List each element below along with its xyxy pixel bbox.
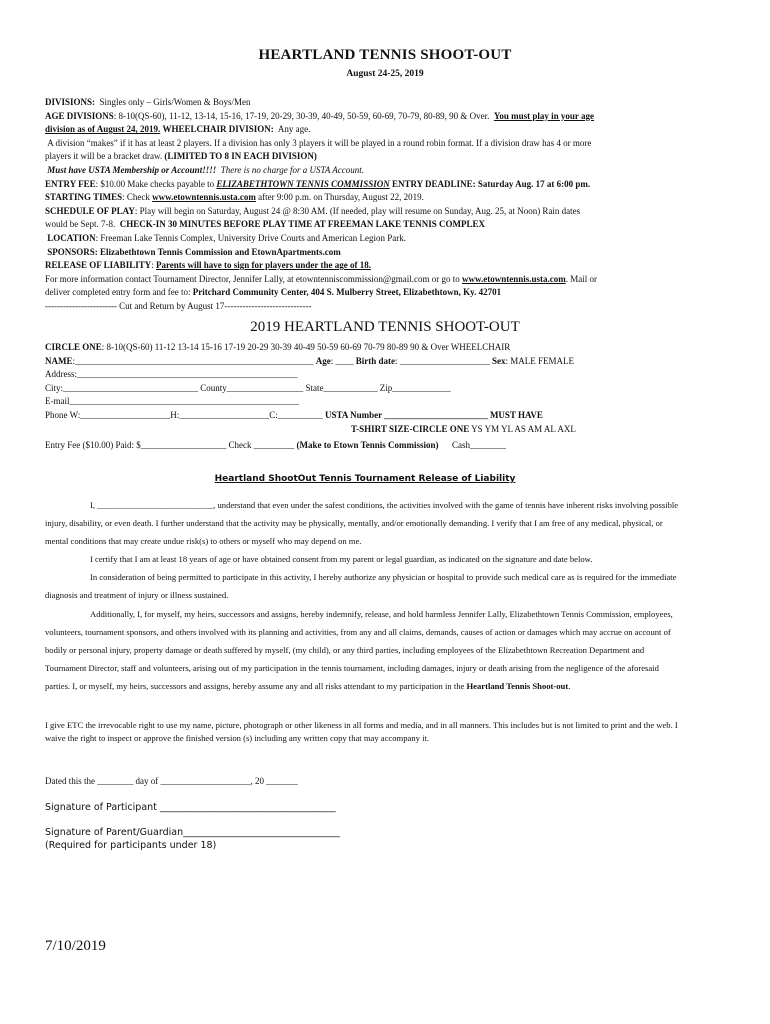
form-title: 2019 HEARTLAND TENNIS SHOOT-OUT bbox=[250, 319, 520, 335]
divisions-text: Singles only – Girls/Women & Boys/Men bbox=[99, 97, 251, 107]
contact-text-1: For more information contact Tournament Director, Jennifer Lally, at etowntenniscommission@gmail.com or go to bbox=[45, 273, 460, 284]
birth-date-label: Birth date bbox=[355, 355, 396, 366]
release-title: Heartland ShootOut Tennis Tournament Release of Liability bbox=[214, 474, 516, 484]
tshirt-label: T-SHIRT SIZE-CIRCLE ONE bbox=[351, 423, 470, 434]
release-paragraph-2: I certify that I am at least 18 years of age or have obtained consent from my parent or legal guardian, as indicated on the signature and date below. bbox=[90, 554, 593, 565]
schedule-text-2: would be Sept. 7-8. bbox=[45, 219, 116, 230]
entry-deadline: ENTRY DEADLINE: Saturday Aug. 17 at 6:00 pm. bbox=[391, 178, 591, 189]
cut-line: ------------------------ Cut and Return by August 17----------------------------- bbox=[45, 300, 312, 311]
city-county-state-zip-fields[interactable]: City:______________________________ County_________________ State____________ Zip_____________ bbox=[45, 382, 451, 393]
tournament-info bbox=[45, 96, 695, 314]
usta-requirement: Must have USTA Membership or Account!!!! bbox=[47, 164, 217, 175]
starting-times-text-1: : Check bbox=[122, 192, 150, 203]
usta-number-field[interactable]: USTA Number _______________________ MUST HAVE bbox=[325, 409, 543, 420]
liability-sep: : bbox=[151, 260, 154, 271]
starting-times-link[interactable]: www.etowntennis.usta.com bbox=[152, 192, 256, 203]
payable-to: ELIZABETHTOWN TENNIS COMMISSION bbox=[216, 178, 390, 189]
release-paragraph-4-end: . bbox=[568, 680, 571, 691]
dated-field[interactable]: Dated this the ________ day of ____________________, 20 _______ bbox=[45, 776, 298, 786]
division-makes-2: players it will be a bracket draw. bbox=[45, 151, 163, 162]
release-paragraph-1: I, ___________________________, understand that even under the safest conditions, the activities involved with the game of tennis have inherent risks involving possible injury, disability, or even death. I further understand that the activity may be physically, mentally, and/or emotionally demanding. I verify that I am free of any medical, physical, or mental conditions that may create undue risk(s) to others or myself who may depend on me. bbox=[45, 500, 679, 547]
contact-link[interactable]: www.etowntennis.usta.com bbox=[461, 273, 566, 284]
contact-text-2: . Mail or bbox=[565, 273, 597, 284]
location-text: : Freeman Lake Tennis Complex, University Drive Courts and American Legion Park. bbox=[95, 232, 406, 243]
starting-times-label: STARTING TIMES bbox=[45, 192, 123, 203]
limited-note: (LIMITED TO 8 IN EACH DIVISION) bbox=[164, 151, 317, 162]
entry-fee-text: : $10.00 Make checks payable to bbox=[95, 178, 215, 189]
divisions-label: DIVISIONS: bbox=[45, 97, 96, 107]
division-choices[interactable]: : 8-10(QS-60) 11-12 13-14 15-16 17-19 20-29 30-39 40-49 50-59 60-69 70-79 80-89 90 & Over WHEELCHAIR bbox=[101, 342, 511, 352]
age-divisions-label: AGE DIVISIONS bbox=[45, 110, 114, 121]
entry-form bbox=[45, 341, 705, 453]
age-label: Age bbox=[315, 355, 331, 366]
page-title: HEARTLAND TENNIS SHOOT-OUT bbox=[258, 47, 512, 63]
checkin-note: CHECK-IN 30 MINUTES BEFORE PLAY TIME AT FREEMAN LAKE TENNIS COMPLEX bbox=[119, 219, 485, 230]
make-check-to: (Make to Etown Tennis Commission) bbox=[296, 440, 439, 451]
location-label: LOCATION bbox=[47, 232, 96, 243]
tshirt-size-choices[interactable]: YS YM YL AS AM AL AXL bbox=[471, 423, 576, 434]
liability-text: Parents will have to sign for players under the age of 18. bbox=[155, 260, 371, 271]
media-release: I give ETC the irrevocable right to use my name, picture, photograph or other likeness in all forms and media, and in all manners. This includes but is not limited to print and the web. I waive the right to inspect or approve the finished version (s) including any written copy that may accompany it. bbox=[45, 720, 678, 744]
address-field[interactable]: Address:_________________________________________________ bbox=[45, 369, 298, 380]
footer-date: 7/10/2019 bbox=[45, 938, 106, 954]
schedule-text: : Play will begin on Saturday, August 24 @ 8:30 AM. (If needed, play will resume on Sunday, Aug. 25, at Noon) Rain dates bbox=[134, 205, 581, 216]
event-dates: August 24-25, 2019 bbox=[346, 69, 424, 79]
name-label: NAME bbox=[45, 355, 73, 366]
circle-one-label: CIRCLE ONE bbox=[45, 342, 102, 352]
usta-note: There is no charge for a USTA Account. bbox=[220, 164, 365, 175]
release-text bbox=[45, 496, 681, 695]
deliver-text: deliver completed entry form and fee to: bbox=[45, 287, 191, 298]
release-paragraph-4-text: Additionally, I, for myself, my heirs, successors and assigns, hereby indemnify, release, and hold harmless Jennifer Lally, Elizabethtown Tennis Commission, employees, volunteers, tournament sponsors, and others involved with its planning and activities, from any and all claims, demands, causes of action or damages which may accrue on account of bodily or personal injury, property damage or death suffered by myself, (my child), or any third parties, including employees of the Elizabethtown Recreation Department and Tournament Director, staff and volunteers, arising out of my participation in the tennis tournament, including damages, injury or death arising from the negligence of the aforesaid parties. I, or myself, my heirs, successors and assigns, hereby assume any and all risks attendant to my participation in the bbox=[45, 608, 673, 691]
wheelchair-text: Any age. bbox=[277, 124, 311, 135]
sex-choices[interactable]: : MALE FEMALE bbox=[505, 355, 575, 366]
entry-fee-field[interactable]: Entry Fee ($10.00) Paid: $___________________ Check _________ bbox=[45, 440, 295, 451]
age-field[interactable]: : ____ bbox=[330, 355, 354, 366]
phone-fields[interactable]: Phone W:____________________H:____________________C:__________ bbox=[45, 409, 323, 420]
sex-label: Sex bbox=[492, 355, 506, 366]
sponsors: SPONSORS: Elizabethtown Tennis Commission and EtownApartments.com bbox=[47, 246, 341, 257]
age-rule-1: You must play in your age bbox=[493, 110, 595, 121]
birth-date-field[interactable]: : ____________________ bbox=[395, 355, 490, 366]
age-rule-2: division as of August 24, 2019. bbox=[45, 124, 161, 135]
entry-fee-label: ENTRY FEE bbox=[45, 178, 96, 189]
cash-field[interactable]: Cash________ bbox=[452, 440, 507, 451]
release-paragraph-3: In consideration of being permitted to participate in this activity, I hereby authorize any physician or hospital to provide such medical care as is required for the immediate diagnosis and treatment of injury or illness sustained. bbox=[45, 572, 677, 601]
division-makes-1: A division “makes” if it has at least 2 players. If a division has only 3 players it will be played in a round robin format. If a division draw has 4 or more bbox=[47, 137, 592, 148]
starting-times-text-2: after 9:00 p.m. on Thursday, August 22, 2019. bbox=[258, 192, 424, 203]
wheelchair-label: WHEELCHAIR DIVISION: bbox=[162, 124, 274, 135]
parent-signature-note: (Required for participants under 18) bbox=[45, 840, 217, 851]
deliver-address: Pritchard Community Center, 404 S. Mulberry Street, Elizabethtown, Ky. 42701 bbox=[192, 287, 502, 298]
parent-signature-field[interactable]: Signature of Parent/Guardian_________________________________ bbox=[45, 827, 340, 838]
release-event-name: Heartland Tennis Shoot-out bbox=[466, 680, 569, 691]
name-field[interactable]: :_____________________________________________________ bbox=[72, 355, 314, 366]
participant-signature-field[interactable]: Signature of Participant _____________________________________ bbox=[45, 802, 336, 813]
schedule-label: SCHEDULE OF PLAY bbox=[45, 205, 135, 216]
liability-label: RELEASE OF LIABILITY bbox=[45, 260, 152, 271]
age-divisions-text: : 8-10(QS-60), 11-12, 13-14, 15-16, 17-19, 20-29, 30-39, 40-49, 50-59, 60-69, 70-79, 80-89, 90 & Over. bbox=[113, 110, 490, 121]
email-field[interactable]: E-mail___________________________________________________ bbox=[45, 396, 299, 407]
release-paragraph-4 bbox=[45, 605, 681, 695]
